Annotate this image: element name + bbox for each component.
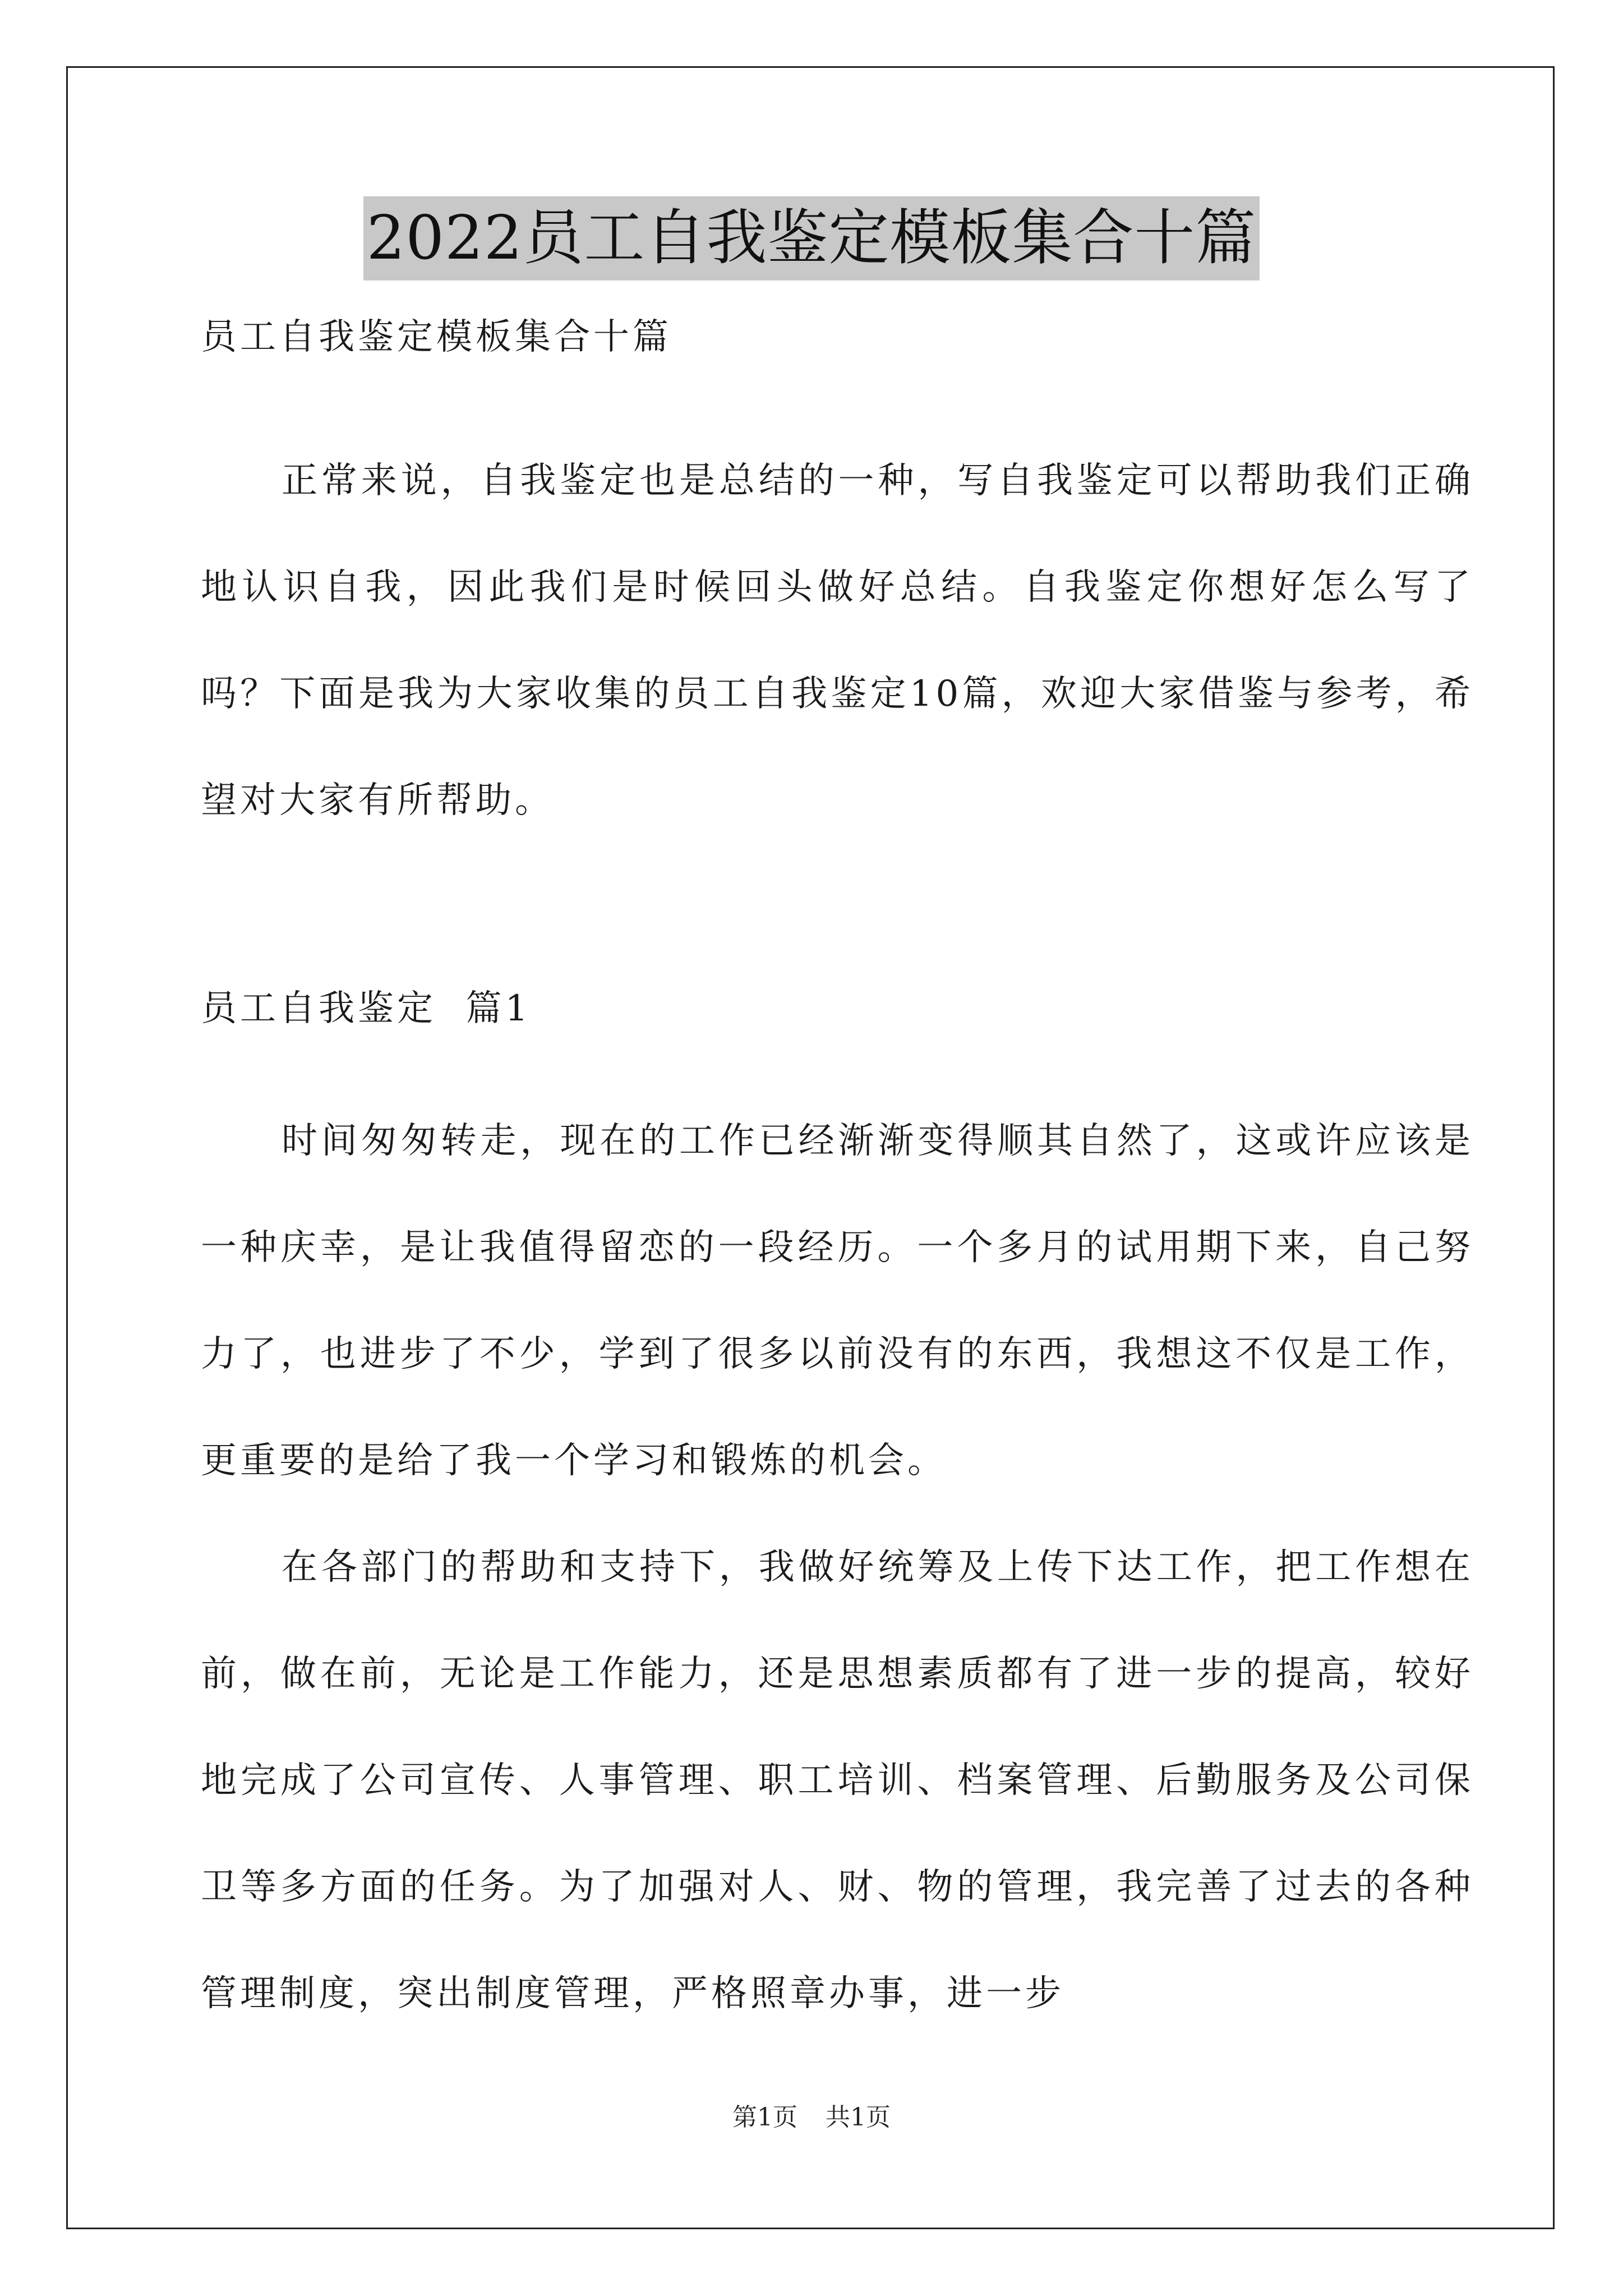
title-container bbox=[0, 196, 1623, 280]
page-total: 共1页 bbox=[826, 2103, 891, 2132]
document-title: 2022员工自我鉴定模板集合十篇 bbox=[363, 196, 1260, 280]
page-footer bbox=[0, 2101, 1623, 2134]
document-body bbox=[201, 311, 1474, 2047]
section-paragraph: 时间匆匆转走，现在的工作已经渐渐变得顺其自然了，这或许应该是一种庆幸，是让我值得留恋的一段经历。一个多月的试用期下来，自己努力了，也进步了不少，学到了很多以前没有的东西，我想这不仅是工作，更重要的是给了我一个学习和锻炼的机会。 bbox=[201, 1120, 1474, 1481]
page-number: 第1页 bbox=[732, 2103, 797, 2132]
document-subtitle: 员工自我鉴定模板集合十篇 bbox=[201, 316, 672, 358]
section-paragraph: 在各部门的帮助和支持下，我做好统筹及上传下达工作，把工作想在前，做在前，无论是工作能力，还是思想素质都有了进一步的提高，较好地完成了公司宣传、人事管理、职工培训、档案管理、后勤服务及公司保卫等多方面的任务。为了加强对人、财、物的管理，我完善了过去的各种管理制度，突出制度管理，严格照章办事，进一步 bbox=[201, 1547, 1474, 2014]
intro-paragraph: 正常来说，自我鉴定也是总结的一种，写自我鉴定可以帮助我们正确地认识自我，因此我们是时候回头做好总结。自我鉴定你想好怎么写了吗？下面是我为大家收集的员工自我鉴定10篇，欢迎大家借鉴与参考，希望对大家有所帮助。 bbox=[201, 460, 1474, 821]
section-heading: 员工自我鉴定 篇1 bbox=[201, 988, 532, 1029]
